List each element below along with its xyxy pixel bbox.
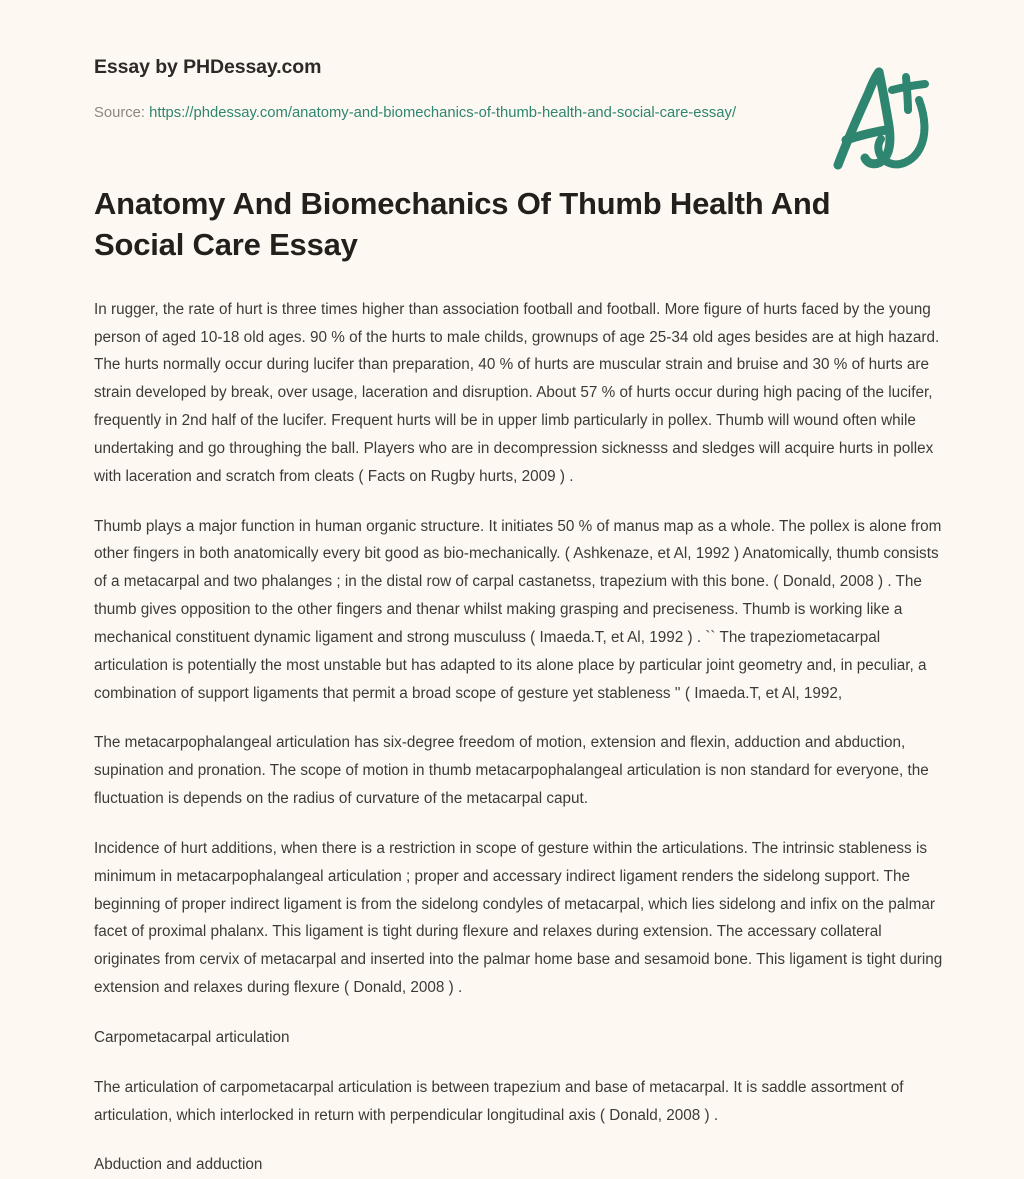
brand-title: Essay by PHDessay.com [94, 56, 322, 78]
paragraph: Incidence of hurt additions, when there is a restriction in scope of gesture within the articulations. The intrinsic stableness is minimum in metacarpophalangeal articulation ; proper and accessary indirect ligament renders the sidelong support. The beginning of proper indirect ligament is from the sidelong condyles of metacarpal, which lies sidelong and infix on the palmar facet of proximal phalanx. This ligament is tight during flexure and relaxes during extension. The accessary collateral originates from cervix of metacarpal and inserted into the palmar home base and sesamoid bone. This ligament is tight during extension and relaxes during flexure ( Donald, 2008 ) . [94, 839, 943, 997]
source-url-link[interactable]: https://phdessay.com/anatomy-and-biomechanics-of-thumb-health-and-social-care-essay/ [149, 105, 737, 122]
section-heading-abduction: Abduction and adduction [94, 1156, 263, 1174]
page-header [0, 0, 1024, 150]
paragraph: The metacarpophalangeal articulation has six-degree freedom of motion, extension and flexin, adduction and abduction, supination and pronation. The scope of motion in thumb metacarpophalangeal articulation is non standard for everyone, the fluctuation is depends on the radius of curvature of the metacarpal caput. [94, 734, 929, 808]
source-line [94, 101, 774, 126]
a-plus-logo-icon [824, 62, 944, 177]
article-body [0, 296, 1024, 1179]
paragraph: Thumb plays a major function in human organic structure. It initiates 50 % of manus map as a whole. The pollex is alone from other fingers in both anatomically every bit good as bio-mechanically. ( Ashkenaze, et Al, 1992 ) Anatomically, thumb consists of a metacarpal and two phalanges ; in the distal row of carpal castanetss, trapezium with this bone. ( Donald, 2008 ) . The thumb gives opposition to the other fingers and thenar whilst making grasping and preciseness. Thumb is working like a mechanical constituent dynamic ligament and strong musculuss ( Imaeda.T, et Al, 1992 ) . `` The trapeziometacarpal articulation is potentially the most unstable but has adapted to its alone place by particular joint geometry and, in peculiar, a combination of support ligaments that permit a broad scope of gesture yet stableness '' ( Imaeda.T, et Al, 1992, [94, 517, 942, 702]
paragraph: In rugger, the rate of hurt is three times higher than association football and football. More figure of hurts faced by the young person of aged 10-18 old ages. 90 % of the hurts to male childs, grownups of age 25-34 old ages besides are at high hazard. The hurts normally occur during lucifer than preparation, 40 % of hurts are muscular strain and bruise and 30 % of hurts are strain developed by break, over usage, laceration and disruption. About 57 % of hurts occur during high pacing of the lucifer, frequently in 2nd half of the lucifer. Frequent hurts will be in upper limb particularly in pollex. Thumb will wound often while undertaking and go throughing the ball. Players who are in decompression sicknesss and sledges will acquire hurts in pollex with laceration and scratch from cleats ( Facts on Rugby hurts, 2009 ) . [94, 300, 940, 485]
page-title: Anatomy And Biomechanics Of Thumb Health And Social Care Essay [94, 186, 831, 262]
section-heading-carpometacarpal: Carpometacarpal articulation [94, 1028, 290, 1046]
phdessay-logo [824, 62, 944, 177]
paragraph: The articulation of carpometacarpal articulation is between trapezium and base of metacarpal. It is saddle assortment of articulation, which interlocked in return with perpendicular longitudinal axis ( Donald, 2008 ) . [94, 1078, 904, 1124]
source-label: Source: [94, 105, 150, 122]
